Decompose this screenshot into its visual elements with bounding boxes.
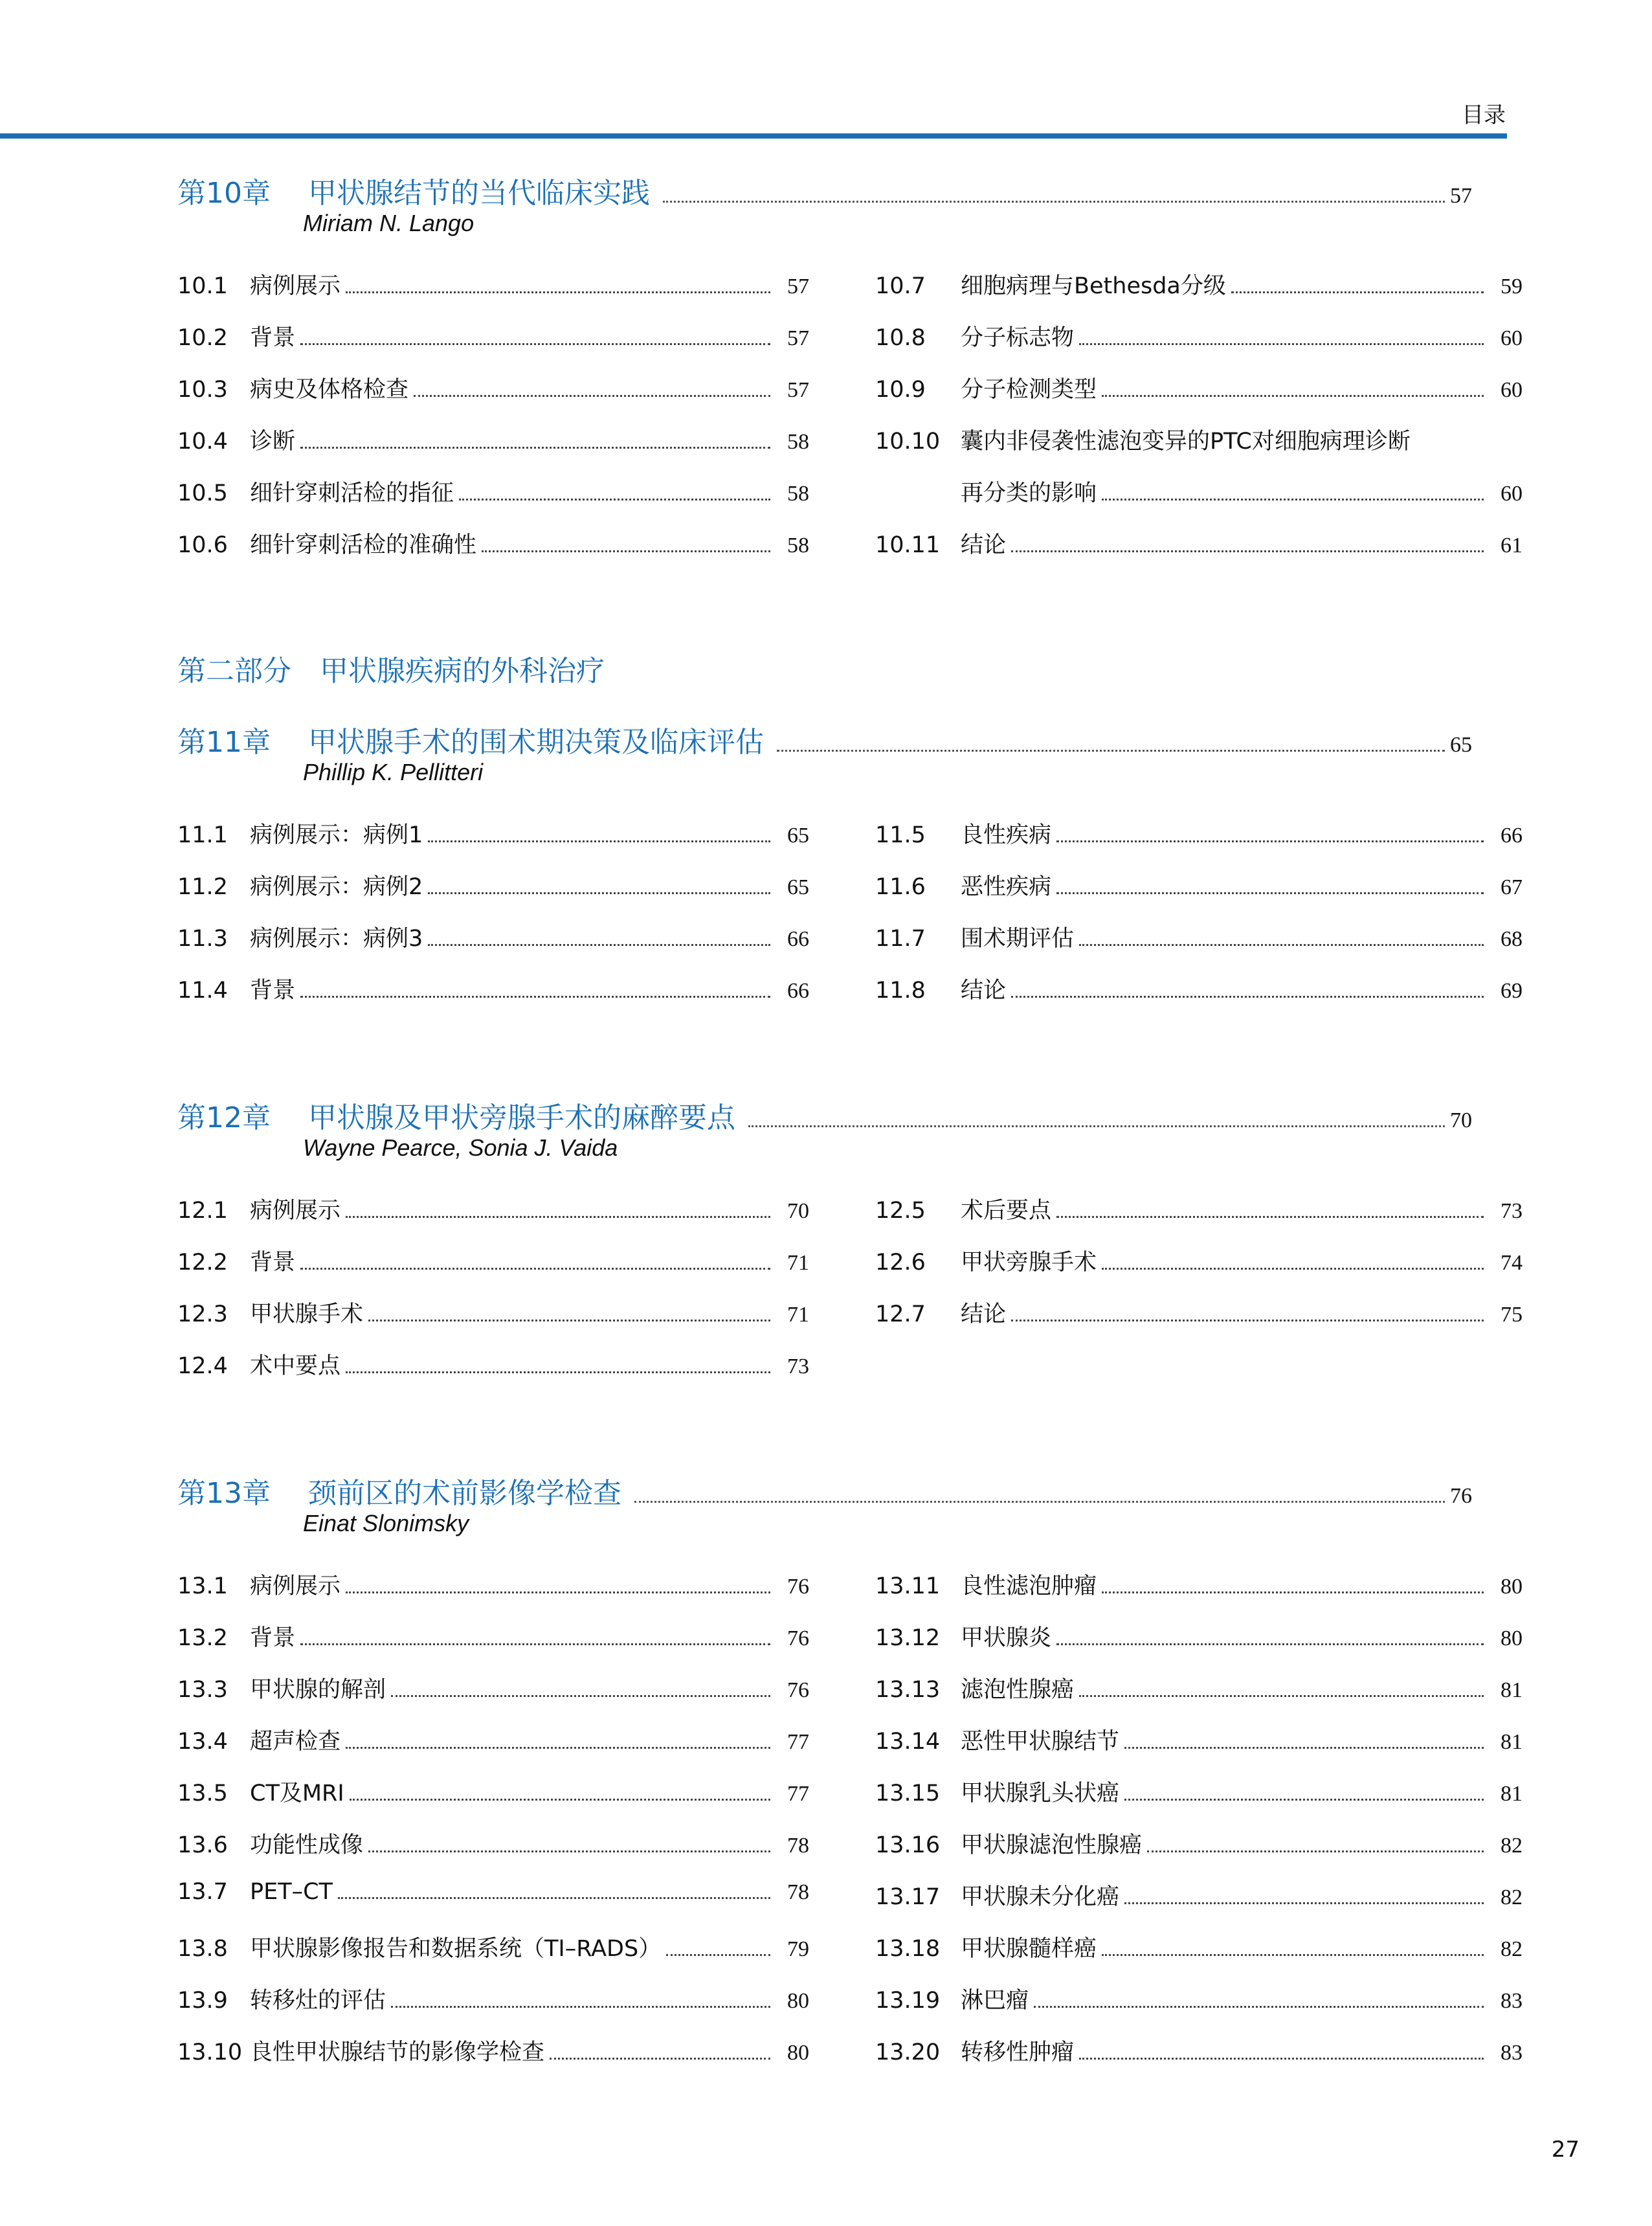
leader-dots (1011, 550, 1484, 552)
chapter-12-heading[interactable] (177, 1094, 1472, 1162)
leader-dots (1079, 943, 1484, 946)
leader-dots (1056, 840, 1484, 842)
section-page: 59 (1501, 275, 1523, 298)
section-number: 11.6 (875, 874, 926, 900)
section-number: 13.20 (875, 2040, 941, 2065)
toc-entry[interactable] (875, 817, 1523, 869)
section-column-left (177, 268, 809, 579)
section-page: 78 (787, 1880, 809, 1904)
section-column-left (177, 1568, 809, 2086)
section-page: 80 (787, 2041, 809, 2065)
section-title: 背景 (250, 1625, 296, 1651)
section-column-left (177, 1193, 809, 1400)
toc-entry[interactable] (875, 527, 1523, 579)
chapter-title: 甲状腺手术的围术期决策及临床评估 (308, 726, 764, 759)
chapter-number: 第11章 (177, 726, 271, 759)
section-page: 60 (1501, 482, 1523, 506)
section-title: 甲状腺手术 (250, 1301, 364, 1327)
section-number: 10.4 (177, 429, 228, 455)
section-title: 甲状腺未分化癌 (961, 1884, 1120, 1910)
toc-entry[interactable] (875, 1827, 1523, 1879)
section-number: 11.3 (177, 926, 228, 952)
section-page: 57 (787, 326, 809, 350)
section-title: 结论 (961, 978, 1007, 1004)
section-title: 病例展示 (250, 1573, 341, 1599)
leader-dots (1102, 1591, 1484, 1593)
section-page: 65 (787, 875, 809, 899)
section-page: 83 (1501, 1989, 1523, 2013)
toc-entry[interactable] (875, 268, 1523, 320)
leader-dots (338, 1896, 770, 1899)
leader-dots (300, 1267, 770, 1270)
section-number: 10.1 (177, 273, 228, 299)
section-page: 81 (1501, 1678, 1523, 1702)
section-number: 11.4 (177, 978, 228, 1004)
section-number: 13.18 (875, 1936, 941, 1962)
section-title: 超声检查 (250, 1729, 341, 1755)
chapter-number: 第13章 (177, 1477, 271, 1510)
section-page: 69 (1501, 979, 1523, 1003)
section-title: 再分类的影响 (961, 480, 1097, 506)
section-number: 13.17 (875, 1884, 941, 1910)
leader-dots (459, 498, 770, 500)
chapter-page: 65 (1450, 733, 1472, 757)
toc-entry[interactable] (875, 1983, 1523, 2034)
leader-dots (368, 1850, 770, 1852)
section-title: 细针穿刺活检的准确性 (250, 532, 477, 558)
leader-dots (1079, 343, 1484, 345)
toc-entry[interactable] (177, 921, 809, 972)
section-column-right (875, 1568, 1523, 2086)
section-title: 良性甲状腺结节的影像学检查 (250, 2040, 545, 2065)
section-number: 13.19 (875, 1988, 941, 2014)
section-page: 70 (787, 1199, 809, 1223)
section-title: 恶性甲状腺结节 (961, 1729, 1120, 1755)
section-title: 病例展示：病例2 (250, 874, 423, 900)
section-title: 术后要点 (961, 1198, 1052, 1224)
section-title: 病例展示 (250, 273, 341, 299)
chapter-page: 76 (1450, 1484, 1472, 1508)
toc-entry[interactable] (875, 1296, 1523, 1348)
toc-entry[interactable] (177, 1672, 809, 1724)
section-title: 囊内非侵袭性滤泡变异的PTC对细胞病理诊断 (961, 429, 1411, 455)
chapter-10-heading[interactable] (177, 170, 1472, 237)
section-title: 病史及体格检查 (250, 377, 409, 403)
leader-dots (1231, 291, 1484, 293)
section-page: 76 (787, 1575, 809, 1599)
section-number: 12.3 (177, 1301, 228, 1327)
toc-entry[interactable] (875, 921, 1523, 972)
section-title: 诊断 (250, 429, 296, 455)
chapter-number: 第12章 (177, 1101, 271, 1134)
section-number: 12.1 (177, 1198, 228, 1224)
section-page: 60 (1501, 378, 1523, 402)
section-number: 12.7 (875, 1301, 926, 1327)
toc-entry[interactable] (177, 2034, 809, 2086)
leader-dots (346, 1746, 770, 1749)
section-title: 滤泡性腺癌 (961, 1677, 1075, 1703)
leader-dots (300, 1643, 770, 1645)
section-page: 73 (1501, 1199, 1523, 1223)
leader-dots (414, 394, 770, 397)
section-number: 13.15 (875, 1781, 941, 1806)
leader-dots (1102, 394, 1484, 397)
section-number: 10.6 (177, 532, 228, 558)
section-number: 13.11 (875, 1573, 941, 1599)
leader-dots (391, 2005, 770, 2008)
section-title: 病例展示：病例3 (250, 926, 423, 952)
leader-dots (1124, 1746, 1484, 1749)
toc-entry[interactable] (177, 1296, 809, 1348)
toc-entry[interactable] (875, 869, 1523, 921)
leader-dots (428, 943, 770, 946)
leader-dots (428, 892, 770, 894)
chapter-page: 57 (1450, 184, 1472, 208)
toc-entry[interactable] (177, 1244, 809, 1296)
section-number: 10.2 (177, 325, 228, 351)
section-title: 良性疾病 (961, 822, 1052, 848)
toc-entry[interactable] (177, 1827, 809, 1879)
section-page: 77 (787, 1730, 809, 1754)
toc-entry[interactable] (177, 423, 809, 475)
chapter-author: Miriam N. Lango (303, 210, 474, 236)
leader-dots (1034, 2005, 1484, 2008)
section-page: 58 (787, 534, 809, 557)
section-title: 淋巴瘤 (961, 1988, 1029, 2014)
toc-entry[interactable] (875, 320, 1523, 372)
section-title: 分子检测类型 (961, 377, 1097, 403)
chapter-11-heading[interactable] (177, 719, 1472, 786)
leader-dots (346, 291, 770, 293)
section-page: 65 (787, 824, 809, 848)
leader-dots (368, 1319, 770, 1321)
section-title: 围术期评估 (961, 926, 1075, 952)
section-page: 79 (787, 1937, 809, 1961)
leader-dots (391, 1694, 770, 1697)
section-number: 11.5 (875, 822, 926, 848)
section-page: 77 (787, 1782, 809, 1806)
section-number: 12.5 (875, 1198, 926, 1224)
toc-entry[interactable] (177, 1568, 809, 1620)
toc-entry[interactable] (177, 1620, 809, 1672)
toc-entry[interactable] (875, 372, 1523, 423)
toc-entry[interactable] (875, 423, 1523, 475)
section-page: 58 (787, 482, 809, 506)
section-title: 病例展示：病例1 (250, 822, 423, 848)
toc-entry[interactable] (875, 1775, 1523, 1827)
section-title: CT及MRI (250, 1781, 344, 1806)
section-page: 83 (1501, 2041, 1523, 2065)
section-number: 13.13 (875, 1677, 941, 1703)
toc-entry[interactable] (875, 1620, 1523, 1672)
section-title: 术中要点 (250, 1353, 341, 1379)
section-title: 良性滤泡肿瘤 (961, 1573, 1097, 1599)
leader-dots (300, 446, 770, 449)
chapter-author: Phillip K. Pellitteri (303, 759, 484, 785)
section-number: 13.10 (177, 2040, 243, 2065)
leader-dots (1124, 1798, 1484, 1801)
section-page: 82 (1501, 1885, 1523, 1909)
toc-entry[interactable] (177, 972, 809, 1024)
toc-entry[interactable] (177, 869, 809, 921)
section-title: PET–CT (250, 1879, 333, 1905)
section-page: 60 (1501, 326, 1523, 350)
section-page: 74 (1501, 1251, 1523, 1275)
section-page: 66 (787, 927, 809, 951)
toc-entry[interactable] (177, 1724, 809, 1775)
section-number: 13.8 (177, 1936, 228, 1962)
section-number: 10.7 (875, 273, 926, 299)
section-title: 转移灶的评估 (250, 1988, 386, 2014)
section-page: 57 (787, 378, 809, 402)
leader-dots (1102, 1267, 1484, 1270)
section-page: 82 (1501, 1834, 1523, 1858)
leader-dots (1056, 1215, 1484, 1218)
toc-entry[interactable] (875, 1672, 1523, 1724)
section-title: 背景 (250, 978, 296, 1004)
leader-dots (748, 1125, 1445, 1127)
chapter-author: Wayne Pearce, Sonia J. Vaida (303, 1134, 618, 1161)
section-title: 细针穿刺活检的指征 (250, 480, 454, 506)
leader-dots (1056, 1643, 1484, 1645)
section-title: 结论 (961, 532, 1007, 558)
section-page: 67 (1501, 875, 1523, 899)
leader-dots (634, 1500, 1445, 1503)
section-page: 68 (1501, 927, 1523, 951)
leader-dots (1079, 1694, 1484, 1697)
part-heading: 第二部分 甲状腺疾病的外科治疗 (177, 655, 605, 688)
chapter-number: 第10章 (177, 177, 271, 210)
section-title: 甲状腺炎 (961, 1625, 1052, 1651)
section-page: 81 (1501, 1782, 1523, 1806)
leader-dots (1079, 2057, 1484, 2060)
chapter-title: 甲状腺结节的当代临床实践 (308, 177, 650, 210)
section-page: 57 (787, 275, 809, 298)
toc-entry[interactable] (177, 320, 809, 372)
section-title: 功能性成像 (250, 1832, 364, 1858)
toc-entry[interactable] (875, 1244, 1523, 1296)
leader-dots (300, 343, 770, 345)
leader-dots (1011, 995, 1484, 998)
section-number: 13.3 (177, 1677, 228, 1703)
section-number: 10.5 (177, 480, 228, 506)
section-number: 13.4 (177, 1729, 228, 1755)
section-page: 76 (787, 1626, 809, 1650)
toc-entry[interactable] (875, 972, 1523, 1024)
section-title: 分子标志物 (961, 325, 1075, 351)
toc-entry[interactable] (177, 1879, 809, 1931)
leader-dots (1102, 498, 1484, 500)
section-number: 13.1 (177, 1573, 228, 1599)
chapter-title: 甲状腺及甲状旁腺手术的麻醉要点 (308, 1101, 735, 1134)
section-title: 甲状腺滤泡性腺癌 (961, 1832, 1143, 1858)
section-number: 11.2 (177, 874, 228, 900)
section-page: 71 (787, 1303, 809, 1327)
toc-entry[interactable] (177, 268, 809, 320)
section-page: 76 (787, 1678, 809, 1702)
section-number: 10.10 (875, 429, 941, 455)
leader-dots (300, 995, 770, 998)
section-column-left (177, 817, 809, 1024)
section-title: 背景 (250, 325, 296, 351)
leader-dots (1011, 1319, 1484, 1321)
toc-entry[interactable] (177, 1348, 809, 1400)
section-number: 13.5 (177, 1781, 228, 1806)
section-page: 82 (1501, 1937, 1523, 1961)
section-number: 13.2 (177, 1625, 228, 1651)
section-title: 甲状旁腺手术 (961, 1250, 1097, 1276)
section-number: 13.12 (875, 1625, 941, 1651)
section-number: 12.4 (177, 1353, 228, 1379)
toc-entry[interactable] (875, 1568, 1523, 1620)
section-title: 甲状腺乳头状癌 (961, 1781, 1120, 1806)
toc-entry[interactable] (177, 817, 809, 869)
toc-entry[interactable] (177, 475, 809, 527)
section-page: 75 (1501, 1303, 1523, 1327)
page-number: 27 (1551, 2137, 1579, 2163)
toc-entry[interactable] (177, 372, 809, 423)
section-page: 66 (787, 979, 809, 1003)
section-number: 12.6 (875, 1250, 926, 1276)
running-header-title: 目录 (1462, 102, 1506, 128)
section-number: 11.7 (875, 926, 926, 952)
section-column-right (875, 1193, 1523, 1348)
chapter-author: Einat Slonimsky (303, 1510, 469, 1536)
leader-dots (346, 1591, 770, 1593)
leader-dots (1056, 892, 1484, 894)
section-number: 10.3 (177, 377, 228, 403)
section-column-right (875, 268, 1523, 579)
section-page: 80 (787, 1989, 809, 2013)
section-title: 病例展示 (250, 1198, 341, 1224)
section-title: 甲状腺影像报告和数据系统（TI–RADS） (250, 1936, 662, 1962)
leader-dots (666, 1953, 770, 1956)
leader-dots (350, 1798, 770, 1801)
section-page: 71 (787, 1251, 809, 1275)
toc-entry[interactable] (875, 2034, 1523, 2086)
section-number: 10.8 (875, 325, 926, 351)
leader-dots (428, 840, 770, 842)
section-title: 背景 (250, 1250, 296, 1276)
toc-entry[interactable] (875, 475, 1523, 527)
section-title: 恶性疾病 (961, 874, 1052, 900)
section-page: 73 (787, 1355, 809, 1378)
chapter-title: 颈前区的术前影像学检查 (308, 1477, 621, 1510)
chapter-13-heading[interactable] (177, 1470, 1472, 1537)
section-number: 11.1 (177, 822, 228, 848)
section-page: 78 (787, 1834, 809, 1858)
header-rule (0, 133, 1507, 139)
leader-dots (482, 550, 770, 552)
leader-dots (663, 200, 1445, 203)
toc-entry[interactable] (875, 1724, 1523, 1775)
section-page: 80 (1501, 1626, 1523, 1650)
leader-dots (346, 1215, 770, 1218)
toc-entry[interactable] (875, 1931, 1523, 1983)
section-number: 12.2 (177, 1250, 228, 1276)
toc-entry[interactable] (177, 1775, 809, 1827)
section-title: 转移性肿瘤 (961, 2040, 1075, 2065)
section-column-right (875, 817, 1523, 1024)
section-title: 结论 (961, 1301, 1007, 1327)
section-page: 81 (1501, 1730, 1523, 1754)
toc-entry[interactable] (177, 1983, 809, 2034)
toc-entry[interactable] (875, 1193, 1523, 1244)
leader-dots (550, 2057, 770, 2060)
toc-entry[interactable] (875, 1879, 1523, 1931)
leader-dots (1147, 1850, 1484, 1852)
toc-entry[interactable] (177, 527, 809, 579)
section-number: 10.11 (875, 532, 941, 558)
toc-entry[interactable] (177, 1931, 809, 1983)
section-title: 细胞病理与Bethesda分级 (961, 273, 1226, 299)
section-number: 11.8 (875, 978, 926, 1004)
section-title: 甲状腺的解剖 (250, 1677, 386, 1703)
leader-dots (777, 749, 1445, 752)
section-page: 58 (787, 430, 809, 454)
section-title: 甲状腺髓样癌 (961, 1936, 1097, 1962)
section-number: 13.16 (875, 1832, 941, 1858)
toc-entry[interactable] (177, 1193, 809, 1244)
leader-dots (346, 1371, 770, 1373)
leader-dots (1124, 1902, 1484, 1904)
leader-dots (1102, 1953, 1484, 1956)
chapter-page: 70 (1450, 1108, 1472, 1132)
section-number: 13.9 (177, 1988, 228, 2014)
section-page: 61 (1501, 534, 1523, 557)
section-number: 13.14 (875, 1729, 941, 1755)
section-page: 66 (1501, 824, 1523, 848)
section-number: 10.9 (875, 377, 926, 403)
section-number: 13.7 (177, 1879, 228, 1905)
section-page: 80 (1501, 1575, 1523, 1599)
section-number: 13.6 (177, 1832, 228, 1858)
